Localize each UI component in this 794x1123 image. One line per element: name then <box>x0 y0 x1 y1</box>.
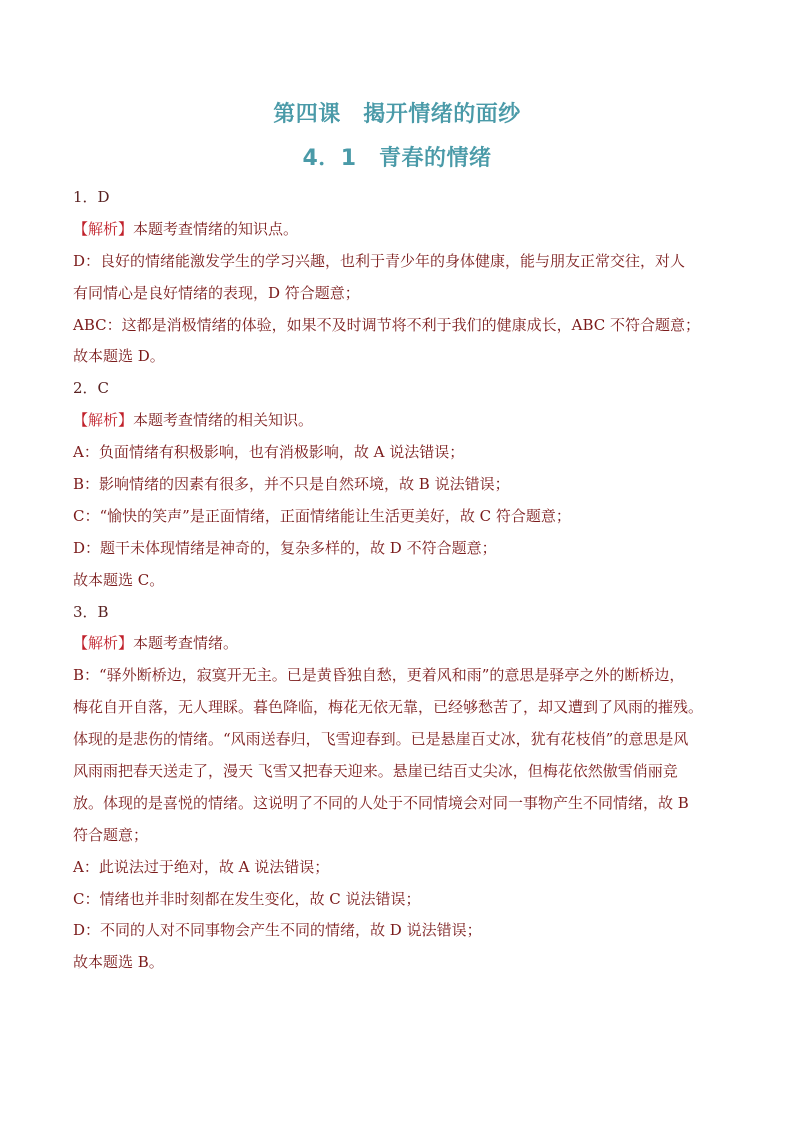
analysis-line: A：负面情绪有积极影响，也有消极影响，故 A 说法错误； <box>73 443 465 462</box>
analysis-intro <box>73 628 733 660</box>
analysis-line: D：题干未体现情绪是神奇的，复杂多样的，故 D 不符合题意； <box>73 538 497 557</box>
analysis-text: 本题考查情绪的相关知识。 <box>133 411 314 430</box>
analysis-line: 有同情心是良好情绪的表现，D 符合题意； <box>73 283 360 302</box>
analysis-text: 本题考查情绪。 <box>133 634 239 653</box>
analysis-line: 故本题选 D。 <box>73 347 165 366</box>
analysis-line: 符合题意； <box>73 825 149 844</box>
analysis-line: A：此说法过于绝对，故 A 说法错误； <box>73 857 330 876</box>
answer-content <box>73 182 733 979</box>
analysis-line: ABC：这都是消极情绪的体验，如果不及时调节将不利于我们的健康成长，ABC 不符合题意； <box>73 315 700 334</box>
analysis-text: 本题考查情绪的知识点。 <box>133 219 299 238</box>
analysis-tag: 【解析】 <box>73 219 134 238</box>
analysis-intro <box>73 214 733 246</box>
analysis-line: 体现的是悲伤的情绪。“风雨送春归，飞雪迎春到。已是悬崖百丈冰，犹有花枝俏”的意思是风 <box>73 730 689 749</box>
analysis-tag: 【解析】 <box>73 634 134 653</box>
lesson-title: 第四课 揭开情绪的面纱 <box>273 102 521 127</box>
analysis-line: 放。体现的是喜悦的情绪。这说明了不同的人处于不同情境会对同一事物产生不同情绪，故 B <box>73 793 689 812</box>
analysis-intro <box>73 405 733 437</box>
answer-number: 3．B <box>73 602 109 621</box>
analysis-line: 故本题选 C。 <box>73 570 165 589</box>
analysis-line: D：良好的情绪能激发学生的学习兴趣，也利于青少年的身体健康，能与朋友正常交往，对人 <box>73 251 686 270</box>
answer-number: 2．C <box>73 379 110 398</box>
analysis-line: 风雨雨把春天送走了，漫天 飞雪又把春天迎来。悬崖已结百丈尖冰，但梅花依然傲雪俏丽竞 <box>73 762 678 781</box>
section-title: 4．1 青春的情绪 <box>302 146 492 171</box>
analysis-line: B：影响情绪的因素有很多，并不只是自然环境，故 B 说法错误； <box>73 475 510 494</box>
answer-number: 1．D <box>73 188 110 206</box>
analysis-tag: 【解析】 <box>73 411 134 430</box>
analysis-line: 梅花自开自落，无人理睬。暮色降临，梅花无依无靠，已经够愁苦了，却又遭到了风雨的摧残。 <box>73 698 704 717</box>
analysis-line: C：情绪也并非时刻都在发生变化，故 C 说法错误； <box>73 889 421 908</box>
analysis-line: D：不同的人对不同事物会产生不同的情绪，故 D 说法错误； <box>73 921 482 940</box>
analysis-line: 故本题选 B。 <box>73 953 164 972</box>
analysis-line: B：“驿外断桥边，寂寞开无主。已是黄昏独自愁，更着风和雨”的意思是驿亭之外的断桥边， <box>73 666 685 685</box>
analysis-line: C：“愉快的笑声”是正面情绪，正面情绪能让生活更美好，故 C 符合题意； <box>73 506 571 525</box>
